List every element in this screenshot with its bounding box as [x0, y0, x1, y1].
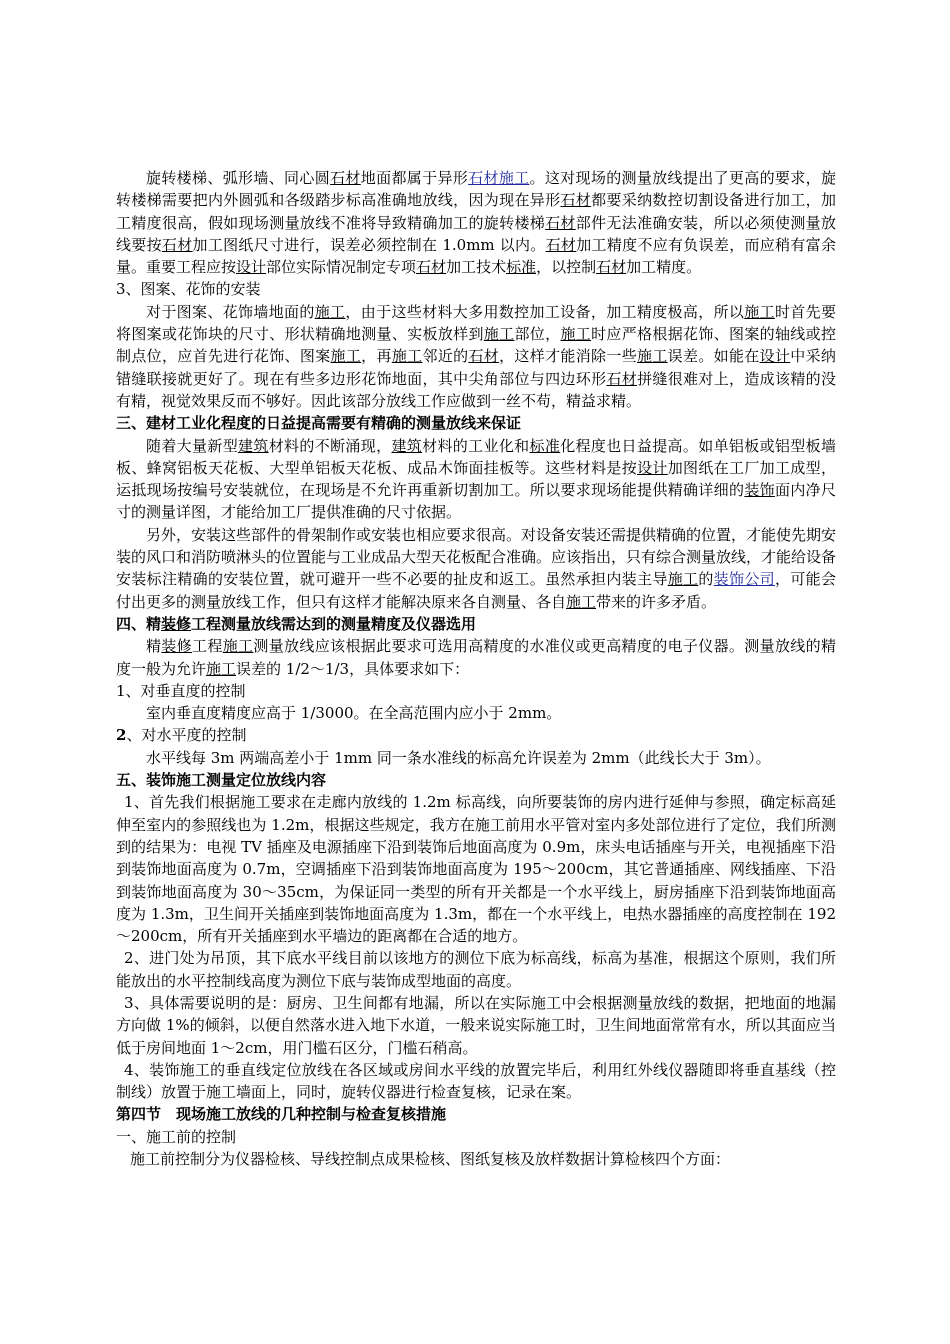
text-segment: 旋转楼梯、弧形墙、同心圆 — [146, 169, 331, 187]
text-segment: 化程度也日益提高。如单铝板或铝型板墙板、蜂窝铝板天花板、大型单铝板天花板、成品木饰面挂板等。这些材料是按 — [116, 436, 836, 477]
text-segment: 时首先要将图案或花饰块的尺寸、形状精确地测量、实板放样到 — [116, 302, 836, 344]
hyperlink-text[interactable]: 石材 — [468, 347, 500, 366]
text-segment: 施工前控制分为仪器检核、导线控制点成果检核、图纸复核及放样数据计算检核四个方面： — [130, 1150, 731, 1169]
text-segment: ，再 — [361, 347, 392, 366]
body-paragraph — [116, 680, 836, 702]
text-segment: 精 — [146, 637, 162, 656]
text-segment: 另外，安装这些部件的骨架制作或安装也相应要求很高。对设备安装还需提供精确的位置，才能使先期安装的风口和消防喷淋头的位置能与工业成品大型天花板配合准确。应该指出，只有综合测量放线，才能给设备安装标注精确的安装位置，就可避开一些不必要的扯皮和返工。虽然承担内装主导 — [116, 525, 837, 589]
hyperlink-text[interactable]: 建筑 — [391, 436, 423, 455]
text-segment: 的 — [698, 570, 714, 589]
text-segment: 工程 — [192, 637, 223, 656]
body-paragraph — [116, 1126, 836, 1148]
text-segment: 加工图纸尺寸进行，误差必须控制在 1.0mm 以内。 — [192, 235, 546, 254]
hyperlink-text[interactable]: 施工 — [314, 302, 346, 321]
text-segment: 。这对现场的测量放线提出了更高的要求，旋转楼梯需要把内外圆弧和各级踏步标高准确地放线，因为现在异形 — [116, 169, 836, 210]
text-segment: 加图纸在工厂加工成型，运抵现场按编号安装就位，在现场是不允许再重新切割加工。所以要求现场能提供精确详细的 — [116, 458, 836, 500]
text-segment: 误差。如能在 — [667, 347, 760, 366]
text-segment: 四、精 — [116, 614, 162, 633]
text-segment: 误差的 1/2～1/3，具体要求如下： — [236, 659, 470, 678]
hyperlink-text[interactable]: 石材 — [560, 191, 592, 210]
text-segment: 中采纳错缝联接就更好了。现在有些多边形花饰地面，其中尖角部位与四边环形 — [116, 347, 836, 388]
body-paragraph — [116, 791, 836, 947]
text-segment: 加工精度不应有负误差，而应稍有富余量。重要工程应按 — [116, 235, 836, 277]
section-heading — [116, 613, 836, 635]
text-segment: 五、装饰施工测量定位放线内容 — [116, 771, 327, 790]
text-segment: 地面都属于异形 — [360, 169, 469, 187]
text-segment: 时应严格根据花饰、图案的轴线或控制点位，应首先进行花饰、图案 — [116, 325, 836, 366]
hyperlink-text[interactable]: 施工 — [330, 347, 362, 366]
hyperlink-text[interactable]: 设计 — [759, 347, 791, 366]
section-heading — [116, 1103, 836, 1125]
section-heading — [116, 412, 836, 434]
body-paragraph — [116, 167, 836, 278]
body-paragraph — [116, 992, 836, 1059]
text-segment: 加工精度。 — [626, 258, 702, 277]
text-segment: 拼缝很难对上，造成该精的没有精，视觉效果反而不够好。因此该部分放线工作应做到一丝不苟，精益求精。 — [116, 369, 836, 410]
hyperlink-text[interactable]: 装饰公司 — [713, 570, 775, 589]
text-segment: 、对水平度的控制 — [126, 726, 247, 745]
body-paragraph — [116, 524, 836, 613]
body-paragraph — [116, 702, 836, 724]
hyperlink-text[interactable]: 石材 — [596, 258, 627, 277]
body-paragraph — [116, 435, 836, 524]
text-segment: 材料的工业化和 — [422, 436, 530, 455]
hyperlink-text[interactable]: 石材 — [416, 258, 447, 277]
text-segment: 都要采纳数控切割设备进行加工，加工精度很高，假如现场测量放线不准将导致精确加工的旋转楼梯 — [116, 191, 836, 232]
body-paragraph — [116, 635, 836, 680]
text-segment: 4、装饰施工的垂直线定位放线在各区域或房间水平线的放置完毕后，利用红外线仪器随即将垂直基线（控制线）放置于施工墙面上，同时，旋转仪器进行检查复核，记录在案。 — [116, 1060, 836, 1102]
hyperlink-text[interactable]: 标准 — [506, 258, 537, 277]
text-segment: 部件无法准确安装，所以必须使测量放线要按 — [116, 213, 836, 254]
text-segment: ，可能会付出更多的测量放线工作，但只有这样才能解决原来各自测量、各自 — [116, 570, 836, 611]
text-segment: 室内垂直度精度应高于 1/3000。在全高范围内应小于 2mm。 — [146, 704, 562, 723]
text-segment: 带来的许多矛盾。 — [596, 592, 717, 611]
hyperlink-text[interactable]: 施工 — [744, 302, 775, 321]
body-paragraph — [116, 724, 836, 746]
text-segment: ，由于这些材料大多用数控加工设备，加工精度极高，所以 — [345, 302, 745, 321]
text-segment: 2、进门处为吊顶，其下底水平线目前以该地方的测位下底为标高线，标高为基准，根据这个原则，我们所能放出的水平控制线高度为测位下底与装饰成型地面的高度。 — [116, 949, 836, 990]
text-segment: 随着大量新型 — [146, 436, 239, 455]
hyperlink-text[interactable]: 设计 — [236, 258, 267, 277]
hyperlink-text[interactable]: 装修 — [161, 637, 193, 656]
hyperlink-text[interactable]: 施工 — [206, 659, 237, 678]
body-paragraph — [116, 278, 836, 300]
text-segment: 加工技术 — [446, 258, 507, 277]
hyperlink-text[interactable]: 石材 — [606, 369, 638, 388]
body-paragraph — [116, 747, 836, 769]
text-segment: 一、施工前的控制 — [116, 1127, 237, 1146]
body-paragraph — [116, 947, 836, 992]
body-paragraph — [116, 301, 836, 412]
section-heading — [116, 769, 836, 791]
text-segment: 第四节 现场施工放线的几种控制与检查复核措施 — [116, 1105, 447, 1124]
hyperlink-text[interactable]: 施工 — [566, 592, 597, 611]
hyperlink-text[interactable]: 设计 — [637, 458, 668, 477]
text-segment: ，以控制 — [536, 258, 597, 277]
hyperlink-text[interactable]: 石材 — [545, 235, 577, 254]
text-segment: 3、图案、花饰的安装 — [116, 280, 261, 299]
hyperlink-text[interactable]: 标准 — [529, 436, 561, 455]
text-segment: ，这样才能消除一些 — [499, 347, 638, 366]
hyperlink-text[interactable]: 施工 — [560, 325, 592, 344]
hyperlink-text[interactable]: 施工 — [483, 325, 515, 344]
hyperlink-text[interactable]: 装饰 — [744, 481, 775, 500]
hyperlink-text[interactable]: 石材 — [161, 235, 193, 254]
hyperlink-text[interactable]: 施工 — [637, 347, 668, 366]
text-segment: 材料的不断涌现， — [268, 436, 392, 455]
text-segment: 工程测量放线需达到的测量精度及仪器选用 — [191, 614, 477, 633]
hyperlink-text[interactable]: 装修 — [161, 614, 192, 633]
text-segment: 1、对垂直度的控制 — [116, 681, 246, 700]
hyperlink-text[interactable]: 石材 — [330, 169, 361, 187]
hyperlink-text[interactable]: 石材 — [545, 213, 576, 232]
text-segment: 部位实际情况制定专项 — [266, 258, 417, 277]
document-page — [116, 167, 836, 1170]
text-segment: 面内净尺寸的测量详图，才能给加工厂提供准确的尺寸依据。 — [116, 481, 836, 522]
hyperlink-text[interactable]: 石材施工 — [468, 169, 530, 187]
body-paragraph — [116, 1148, 836, 1170]
text-segment: 3、具体需要说明的是：厨房、卫生间都有地漏，所以在实际施工中会根据测量放线的数据，把地面的地漏方向做 1%的倾斜，以便自然落水进入地下水道，一般来说实际施工时，卫生间地面常常有水，所以其面应当低于房间地面 1～2cm，用门槛石区分，门槛石稍高。 — [116, 993, 836, 1057]
body-paragraph — [116, 1059, 836, 1104]
text-segment: 三、建材工业化程度的日益提高需要有精确的测量放线来保证 — [116, 414, 522, 433]
hyperlink-text[interactable]: 建筑 — [238, 436, 269, 455]
hyperlink-text[interactable]: 施工 — [222, 637, 254, 656]
hyperlink-text[interactable]: 施工 — [667, 570, 699, 589]
text-segment: 对于图案、花饰墙地面的 — [146, 302, 315, 321]
text-segment: 部位， — [514, 325, 561, 344]
text-segment: 邻近的 — [422, 347, 469, 366]
text-segment: 水平线每 3m 两端高差小于 1mm 同一条水准线的标高允许误差为 2mm（此线长大于 3m）。 — [146, 748, 771, 767]
text-segment: 测量放线应该根据此要求可选用高精度的水准仪或更高精度的电子仪器。测量放线的精度一般为允许 — [116, 637, 836, 678]
text-segment: 2 — [116, 726, 127, 745]
text-segment: 1、首先我们根据施工要求在走廊内放线的 1.2m 标高线，向所要装饰的房内进行延伸与参照，确定标高延伸至室内的参照线也为 1.2m，根据这些规定，我方在施工前用水平管对室内多处部位进行了定位，我们所测到的结果为：电视 TV 插座及电源插座下沿到装饰后地面高度为 0.9m，床头电话插座与开关，电视插座下沿到装饰地面高度为 0.7m，空调插座下沿到装饰地面高度为 195～200cm，其它普通插座、网线插座、下沿到装饰地面高度为 30～35cm，为保证同一类型的所有开关都是一个水平线上，厨房插座下沿到装饰地面高度为 1.3m，卫生间开关插座到装饰地面高度为 1.3m，都在一个水平线上，电热水器插座的高度控制在 192～200cm，所有开关插座到水平墙边的距离都在合适的地方。 — [116, 793, 836, 946]
hyperlink-text[interactable]: 施工 — [391, 347, 423, 366]
